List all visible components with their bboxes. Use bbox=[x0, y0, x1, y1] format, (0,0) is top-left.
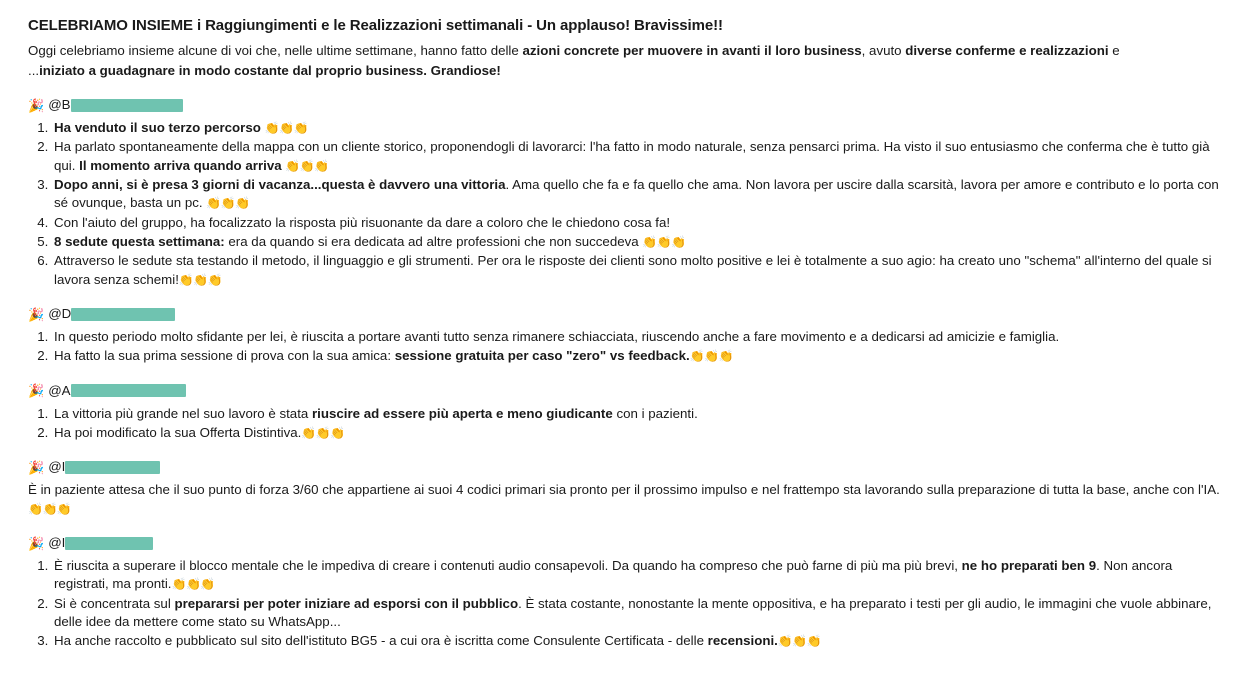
intro-line-1 bbox=[28, 42, 1220, 60]
body-text: È in paziente attesa che il suo punto di forza 3/60 che appartiene ai suoi 4 codici primari sia pronto per il prossimo impulso e nel frattempo sta lavorando sulla preparazione di tutta la base, anche con l'IA. bbox=[28, 482, 1220, 498]
body-text: In questo periodo molto sfidante per lei, è riuscita a portare avanti tutto senza rimanere schiacciata, riuscendo anche a fare movimento e a dedicarsi ad amicizie e famiglia. bbox=[54, 329, 1060, 345]
party-popper-icon: 🎉 bbox=[28, 306, 45, 322]
list-item bbox=[52, 119, 1220, 137]
body-text: . Ama quello che fa e fa quello che ama. Non lavora per uscire dalla scarsità, lavora per amore e contributo e lo porta con sé ovunque, basta un pc. bbox=[54, 177, 1219, 211]
person-block bbox=[28, 96, 1220, 289]
list-item bbox=[52, 176, 1220, 213]
redaction-bar bbox=[65, 537, 153, 550]
page-title: CELEBRIAMO INSIEME i Raggiungimenti e le Realizzazioni settimanali - Un applauso! Bravissime!! bbox=[28, 17, 723, 34]
person-header bbox=[28, 534, 1220, 552]
person-block bbox=[28, 382, 1220, 443]
handle-text: @D bbox=[48, 306, 72, 322]
handle-text: @B bbox=[48, 97, 71, 113]
achievement-paragraph bbox=[28, 481, 1220, 518]
list-item bbox=[52, 557, 1220, 594]
clap-icon: 👏👏👏 bbox=[264, 121, 308, 136]
handle-text: @I bbox=[48, 535, 66, 551]
intro-text-d: diverse conferme e realizzazioni bbox=[905, 43, 1109, 59]
emphasis-text: Dopo anni, si è presa 3 giorni di vacanza...questa è davvero una vittoria bbox=[54, 177, 506, 193]
party-popper-icon: 🎉 bbox=[28, 97, 45, 113]
redaction-bar bbox=[71, 308, 175, 321]
party-popper-icon: 🎉 bbox=[28, 535, 45, 551]
body-text: Si è concentrata sul bbox=[54, 595, 175, 611]
body-text: Ha anche raccolto e pubblicato sul sito dell'istituto BG5 - a cui ora è iscritta come Consulente Certificata - delle bbox=[54, 633, 708, 649]
clap-icon: 👏👏👏 bbox=[777, 634, 822, 649]
emphasis-text: recensioni. bbox=[707, 633, 778, 649]
person-block bbox=[28, 534, 1220, 651]
achievement-list bbox=[28, 557, 1220, 651]
clap-icon: 👏👏👏 bbox=[206, 196, 250, 211]
intro-text-c: , avuto bbox=[861, 43, 906, 59]
body-text: Ha parlato spontaneamente della mappa con un cliente storico, proponendogli di lavorarci: l'ha fatto in modo naturale, senza pensarci prima. Ha visto il suo entusiasmo che conferma che è tutto già qui. bbox=[54, 139, 1210, 173]
emphasis-text: prepararsi per poter iniziare ad esporsi con il pubblico bbox=[174, 595, 519, 611]
intro-line-2 bbox=[28, 62, 1220, 80]
person-handle bbox=[48, 305, 175, 323]
list-item bbox=[52, 214, 1220, 232]
body-text: con i pazienti. bbox=[612, 405, 698, 421]
intro-text-b: azioni concrete per muovere in avanti il loro business bbox=[522, 43, 862, 59]
achievement-list bbox=[28, 405, 1220, 443]
body-text: La vittoria più grande nel suo lavoro è stata bbox=[54, 405, 312, 421]
person-header bbox=[28, 305, 1220, 323]
emphasis-text: ne ho preparati ben 9 bbox=[961, 557, 1097, 573]
party-popper-icon: 🎉 bbox=[28, 459, 45, 475]
achievement-list bbox=[28, 119, 1220, 289]
party-popper-icon: 🎉 bbox=[28, 383, 45, 399]
person-header bbox=[28, 382, 1220, 400]
person-handle bbox=[48, 534, 153, 552]
emphasis-text: 8 sedute questa settimana: bbox=[54, 234, 225, 250]
clap-icon: 👏👏👏 bbox=[301, 426, 345, 441]
person-block bbox=[28, 458, 1220, 518]
clap-icon: 👏👏👏 bbox=[178, 272, 223, 287]
people-list bbox=[28, 96, 1220, 651]
list-item bbox=[52, 252, 1220, 289]
person-handle bbox=[48, 458, 160, 476]
clap-icon: 👏👏👏 bbox=[689, 349, 733, 364]
clap-icon: 👏👏👏 bbox=[171, 577, 215, 592]
emphasis-text: riuscire ad essere più aperta e meno giudicante bbox=[311, 405, 613, 421]
emphasis-text: sessione gratuita per caso "zero" vs feedback. bbox=[394, 348, 690, 364]
handle-text: @I bbox=[48, 459, 66, 475]
redaction-bar bbox=[71, 99, 183, 112]
clap-icon: 👏👏👏 bbox=[642, 235, 686, 250]
list-item bbox=[52, 328, 1220, 346]
redaction-bar bbox=[71, 384, 186, 397]
list-item bbox=[52, 632, 1220, 650]
body-text: È riuscita a superare il blocco mentale che le impediva di creare i contenuti audio consapevoli. Da quando ha compreso che può farne di più ma più brevi, bbox=[54, 557, 962, 573]
intro-text-a: Oggi celebriamo insieme alcune di voi che, nelle ultime settimane, hanno fatto delle bbox=[28, 43, 523, 59]
achievement-list bbox=[28, 328, 1220, 366]
list-item bbox=[52, 405, 1220, 423]
list-item bbox=[52, 233, 1220, 251]
body-text: Ha fatto la sua prima sessione di prova con la sua amica: bbox=[54, 348, 395, 364]
person-header bbox=[28, 96, 1220, 114]
intro-paragraph bbox=[28, 42, 1220, 80]
person-handle bbox=[48, 382, 185, 400]
intro-text-g: iniziato a guadagnare in modo costante dal proprio business. Grandiose! bbox=[39, 63, 501, 79]
body-text: . È stata costante, nonostante la mente oppositiva, e ha preparato i testi per gli audio, le immagini che vuole abbinare, delle idee da mettere come stato su WhatsApp... bbox=[54, 595, 1212, 629]
body-text: era da quando si era dedicata ad altre professioni che non succedeva bbox=[224, 234, 643, 250]
person-block bbox=[28, 305, 1220, 366]
emphasis-text: Il momento arriva quando arriva bbox=[79, 157, 282, 173]
clap-icon: 👏👏👏 bbox=[285, 158, 329, 173]
person-handle bbox=[48, 96, 182, 114]
body-text: Con l'aiuto del gruppo, ha focalizzato la risposta più risuonante da dare a coloro che le chiedono cosa fa! bbox=[54, 214, 671, 230]
person-header bbox=[28, 458, 1220, 476]
body-text: Ha poi modificato la sua Offerta Distintiva. bbox=[54, 425, 302, 441]
body-text: . Non ancora registrati, ma pronti. bbox=[54, 557, 1173, 592]
redaction-bar bbox=[65, 461, 160, 474]
handle-text: @A bbox=[48, 382, 71, 398]
list-item bbox=[52, 595, 1220, 632]
intro-text-f: ... bbox=[28, 63, 40, 79]
list-item bbox=[52, 138, 1220, 175]
clap-icon: 👏👏👏 bbox=[28, 501, 72, 516]
emphasis-text: Ha venduto il suo terzo percorso bbox=[54, 120, 265, 136]
list-item bbox=[52, 347, 1220, 365]
list-item bbox=[52, 424, 1220, 442]
intro-text-e: e bbox=[1108, 43, 1120, 59]
body-text: Attraverso le sedute sta testando il metodo, il linguaggio e gli strumenti. Per ora le risposte dei clienti sono molto positive e lei è totalmente a suo agio: ha creato uno "schema" all'interno del quale si lavora senza schemi! bbox=[54, 253, 1212, 287]
